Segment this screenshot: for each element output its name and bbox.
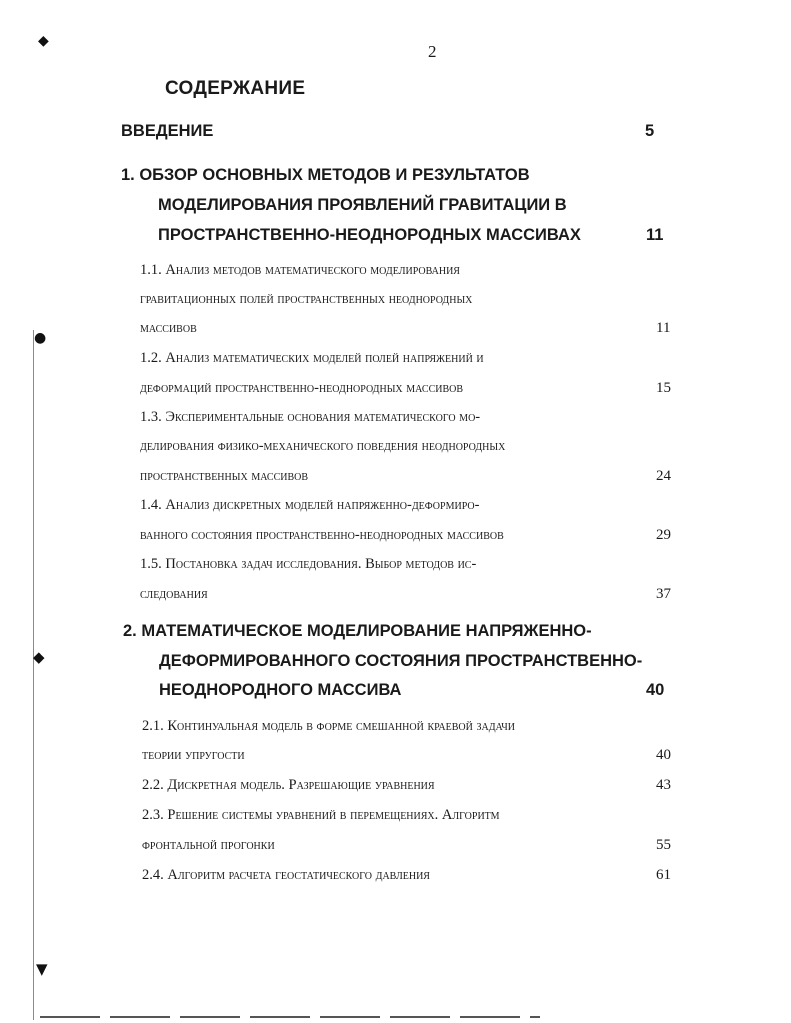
toc-item-2-3-line-2: фронтальной прогонки <box>142 837 275 853</box>
toc-chapter-2-line-1: 2. МАТЕМАТИЧЕСКОЕ МОДЕЛИРОВАНИЕ НАПРЯЖЕННО- <box>123 622 592 640</box>
toc-item-1-5-line-2: следования <box>140 586 208 602</box>
toc-item-2-3-page: 55 <box>656 837 671 853</box>
page-number: 2 <box>428 42 437 61</box>
toc-item-1-4-line-2: ванного состояния пространственно-неоднородных массивов <box>140 527 504 543</box>
toc-item-2-1-line-2: теории упругости <box>142 747 245 763</box>
toc-chapter-1-line-3: ПРОСТРАНСТВЕННО-НЕОДНОРОДНЫХ МАССИВАХ <box>158 226 581 244</box>
scan-blot-icon: ◆ <box>33 648 45 666</box>
toc-item-1-5-line-1: 1.5. Постановка задач исследования. Выбор методов ис- <box>140 556 477 572</box>
toc-intro-label: ВВЕДЕНИЕ <box>121 122 214 140</box>
toc-item-1-5-page: 37 <box>656 586 671 602</box>
toc-item-1-4-line-1: 1.4. Анализ дискретных моделей напряженно-деформиро- <box>140 497 480 513</box>
scan-bottom-artifact <box>40 1016 540 1018</box>
toc-item-2-2-page: 43 <box>656 777 671 793</box>
scan-blot-icon: ● <box>34 330 47 346</box>
toc-item-2-2-line-1: 2.2. Дискретная модель. Разрешающие уравнения <box>142 777 435 793</box>
scan-blot-icon: ▼ <box>36 960 48 978</box>
toc-chapter-2-line-2: ДЕФОРМИРОВАННОГО СОСТОЯНИЯ ПРОСТРАНСТВЕННО- <box>159 652 643 670</box>
toc-item-1-2-line-2: деформаций пространственно-неоднородных массивов <box>140 380 464 396</box>
toc-item-2-1-line-1: 2.1. Континуальная модель в форме смешанной краевой задачи <box>142 718 515 734</box>
toc-item-1-3-line-1: 1.3. Экспериментальные основания математического мо- <box>140 409 481 425</box>
toc-item-1-3-page: 24 <box>656 468 671 484</box>
toc-chapter-2-page: 40 <box>646 681 665 699</box>
toc-item-1-3-line-2: делирования физико-механического поведения неоднородных <box>140 438 506 454</box>
scan-blot-icon: ◆ <box>38 33 49 49</box>
toc-item-1-1-line-3: массивов <box>140 320 197 336</box>
toc-chapter-2-line-3: НЕОДНОРОДНОГО МАССИВА <box>159 681 402 699</box>
toc-item-2-4-page: 61 <box>656 867 671 883</box>
toc-item-1-3-line-3: пространственных массивов <box>140 468 309 484</box>
toc-item-2-4-line-1: 2.4. Алгоритм расчета геостатического давления <box>142 867 430 883</box>
toc-chapter-1-line-2: МОДЕЛИРОВАНИЯ ПРОЯВЛЕНИЙ ГРАВИТАЦИИ В <box>158 196 567 214</box>
toc-chapter-1-line-1: 1. ОБЗОР ОСНОВНЫХ МЕТОДОВ И РЕЗУЛЬТАТОВ <box>121 166 530 184</box>
toc-item-1-2-line-1: 1.2. Анализ математических моделей полей напряжений и <box>140 350 484 366</box>
toc-item-1-1-line-1: 1.1. Анализ методов математического моделирования <box>140 262 460 278</box>
toc-item-1-4-page: 29 <box>656 527 671 543</box>
toc-item-1-1-page: 11 <box>656 320 671 336</box>
page-title: СОДЕРЖАНИЕ <box>165 78 306 99</box>
toc-item-2-1-page: 40 <box>656 747 671 763</box>
scan-edge-line <box>33 330 34 1020</box>
toc-item-1-2-page: 15 <box>656 380 671 396</box>
toc-item-2-3-line-1: 2.3. Решение системы уравнений в перемещениях. Алгоритм <box>142 807 500 823</box>
toc-intro-page: 5 <box>645 122 655 140</box>
toc-item-1-1-line-2: гравитационных полей пространственных неоднородных <box>140 291 473 307</box>
toc-chapter-1-page: 11 <box>646 226 664 244</box>
